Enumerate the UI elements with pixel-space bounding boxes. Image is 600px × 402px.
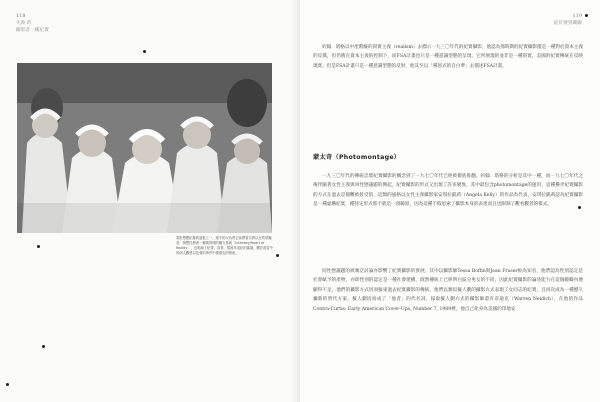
decorative-dot (42, 345, 45, 348)
paragraph-2 (313, 172, 583, 210)
paragraph-2-text: 一九三〇年代的傳統忠實紀實攝影的概念到了一九七〇年代已經被徹底推翻，約翰．塔格的分析是其中一種，而一九七〇年代之後伴隨著女性主義與同性戀議題的興起，紀實攝影的形式又出現了許多變異，其中最包含photomontage的運用，這種操弄紀實攝影的方式在過去是個難被接受的，這類的風格以女性主義攝影家安琪拉凱莉（Angela Kelly）的作品為代表，安琪拉凱莉認為紀實攝影是一種虛構紀實，種特定形式那不就是一項範原，因為這種不假思索了攝影本身的表達而且也限制了觀看觀者的模式。 (313, 174, 583, 208)
decorative-dot (6, 383, 9, 386)
page-number-left: 118 (16, 13, 26, 19)
paragraph-1 (313, 43, 583, 71)
paragraph-3 (313, 267, 583, 314)
running-head-chapter: 失敗 的 (16, 21, 32, 26)
photo-illustration (17, 63, 272, 233)
photo-caption (176, 236, 276, 256)
section-heading: 蒙太奇（Photomontage） (313, 154, 401, 161)
paragraph-1-text: 約翰．塔格以中產階級的寫實主義（realism）去標示一九三〇年代的紀實攝影，他認為那時期的紀實攝影僅是一種對於資本主義的反撲，但仍舊在資本主義的控制下，而FSA計畫也只是一種意識型態的呈現，它所展現的並非是一種寫實，美國的紀實傳統在反映現實，但是FSA計畫只是一種意識型態的反射，他其至以「導怒式的自白夢」去描述FSA計畫。 (313, 45, 583, 69)
decorative-dot (37, 245, 40, 248)
running-head-right: 從符號到關聯 (553, 21, 582, 26)
decorative-dot (276, 254, 279, 257)
photo-girls-in-white (17, 63, 272, 233)
running-head-section: 攝影者一樓紀實 (16, 28, 49, 33)
page-number-right: 119 (572, 13, 582, 19)
caption-text: 電影整體紀錄的邊框之一，連中的女孩們正演繹著宗教以至的蒙騙者，與雙性藝術一種樸實樸的權力系統「Intimacy/Heart of Reality」，也明細了紀實、真實、視視作成紀的審識，關於視習中的個人觀感以及強的事件中禮德也的藝術。 (176, 236, 273, 255)
decorative-dot (585, 14, 588, 17)
decorative-dot (143, 50, 146, 53)
paragraph-3-text: 同性戀議題的被廣泛討論亦影響了紀實攝影的發展，其中以攝影師Tessa Boffin與Jean Fraser較為知名，他們認為性別認定是社會賦予的產物，亦即性別的認定是一種社會建構，既然傳統上已經明白區分男女的不同，因此紀實攝影的論述能力在這個範疇內便顯得不足，他們的攝影方式因而擬東過去紀實攝影的傳統，他們以類似擬人劇的攝影方式表現了女同志的紀實，且再次成為一種歷久彌新的替代方案，擬人劇因而成了「他者」的代名詞，採取擬人劇方式的攝影師還有奈迪克（Warren Neidich），在他的作品Contra-Curtis: Early American Cover-Ups, Number 7, 1989裡，他自己化身為美國的印地安 (313, 269, 583, 312)
